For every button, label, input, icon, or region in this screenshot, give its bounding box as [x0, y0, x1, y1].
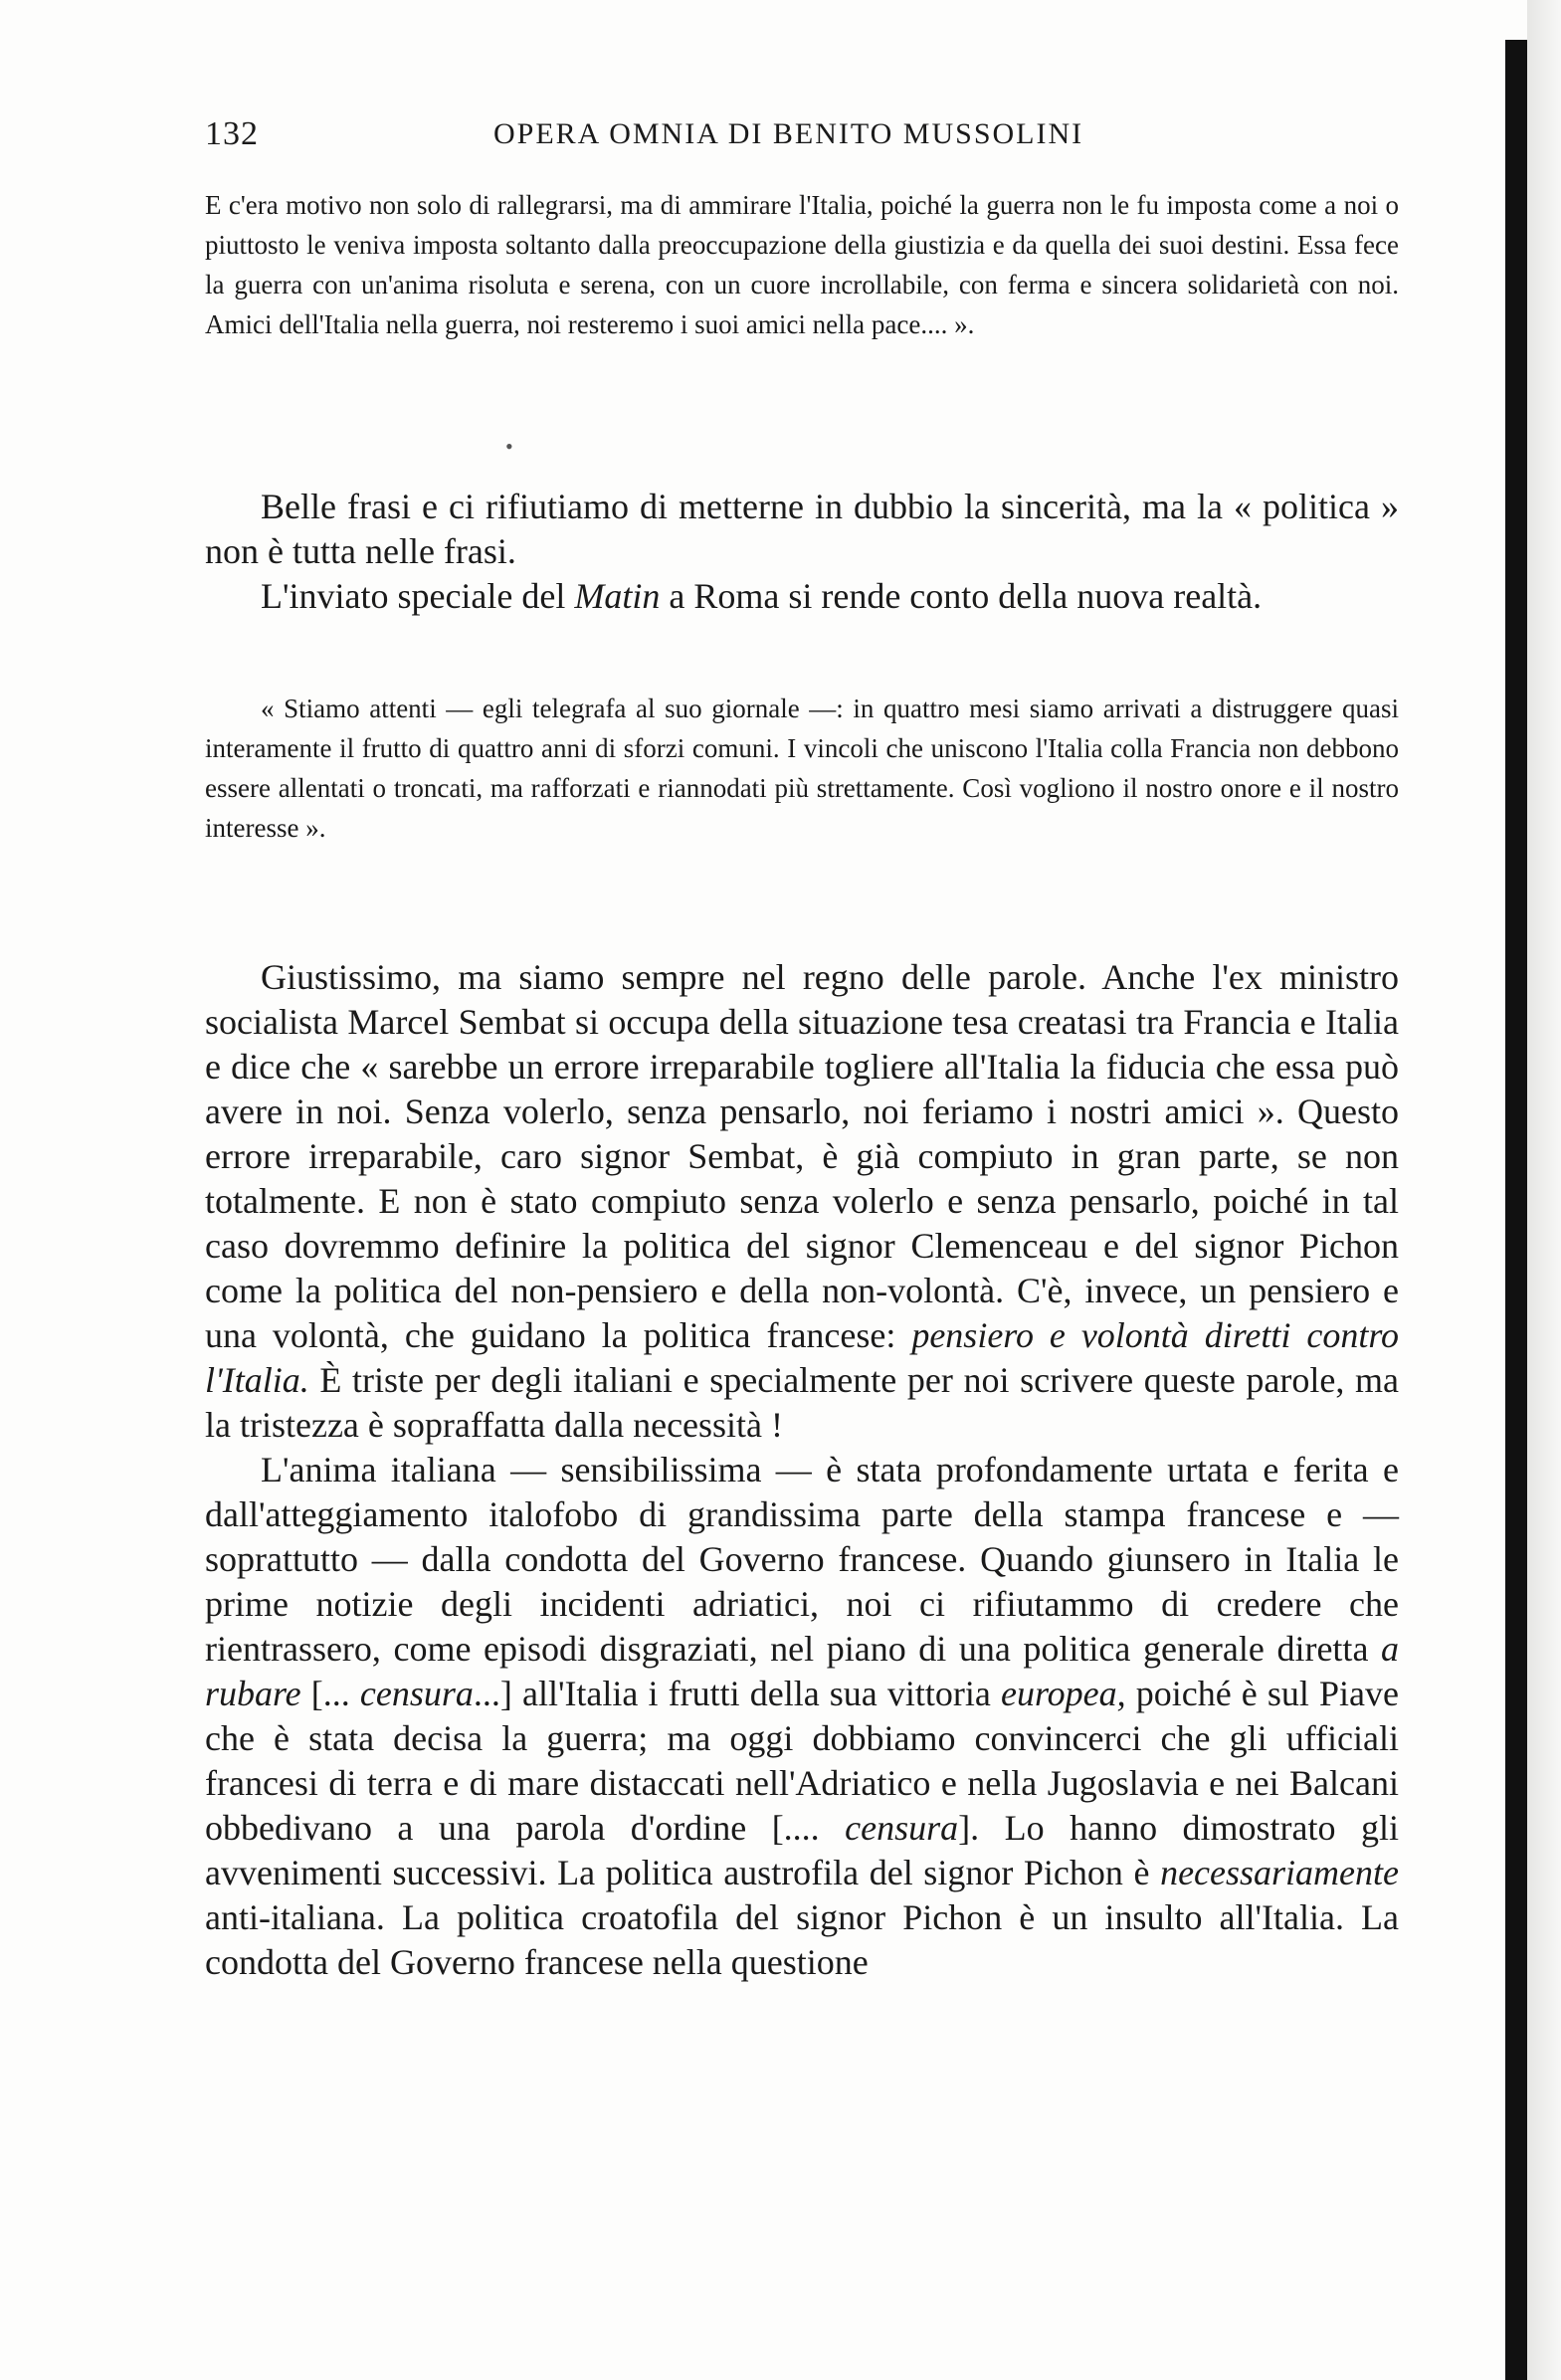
- body-2-p1-text-b: È triste per degli italiani e specialmente per noi scrivere queste parole, ma la tristezza è sopraffatta dalla necessità !: [205, 1360, 1399, 1445]
- page-number: 132: [205, 115, 259, 152]
- body-section-1: [205, 485, 1399, 619]
- body-2-p2-italic-3: europea,: [1000, 1674, 1126, 1713]
- block-quote-1: [205, 185, 1399, 344]
- body-2-p1-text-a: Giustissimo, ma siamo sempre nel regno delle parole. Anche l'ex ministro socialista Marcel Sembat si occupa della situazione tesa creatasi tra Francia e Italia e dice che « sarebbe un errore irreparabile togliere all'Italia la fiducia che essa può avere in noi. Senza volerlo, senza pensarlo, noi feriamo i nostri amici ». Questo errore irreparabile, caro signor Sembat, è già compiuto in gran parte, se non totalmente. E non è stato compiuto senza volerlo e senza pensarlo, poiché in tal caso dovremmo definire la politica del signor Clemenceau e del signor Pichon come la politica del non-pensiero e della non-volontà. C'è, invece, un pensiero e una volontà, che guidano la politica francese:: [205, 957, 1399, 1355]
- page-header: [205, 115, 1399, 165]
- page-edge-shadow: [1527, 0, 1561, 2380]
- body-2-p1-italic: pensiero e volontà diretti contro l'Italia.: [205, 1315, 1400, 1400]
- scan-speck: •: [505, 434, 513, 459]
- block-quote-2: [205, 689, 1399, 848]
- body-2-p2-text-e: ]. Lo hanno dimostrato gli avvenimenti successivi. La politica austrofila del signor Pichon è: [205, 1808, 1400, 1892]
- body-2-p2-text-c: ...] all'Italia i frutti della sua vittoria: [473, 1674, 1001, 1713]
- body-2-p2-text-b: [...: [300, 1674, 360, 1713]
- body-2-paragraph-1: [205, 955, 1399, 1448]
- quote-2-text: « Stiamo attenti — egli telegrafa al suo giornale —: in quattro mesi siamo arrivati a distruggere quasi interamente il frutto di quattro anni di sforzi comuni. I vincoli che uniscono l'Italia colla Francia non debbono essere allentati o troncati, ma rafforzati e riannodati più strettamente. Così vogliono il nostro onore e il nostro interesse ».: [205, 694, 1399, 843]
- newspaper-title-matin: Matin: [574, 576, 661, 616]
- body-2-p2-italic-2: censura: [359, 1674, 474, 1713]
- body-2-p2-italic-1: a rubare: [205, 1629, 1399, 1713]
- body-1-paragraph-1: Belle frasi e ci rifiutiamo di metterne in dubbio la sincerità, ma la « politica » non è tutta nelle frasi.: [205, 487, 1399, 571]
- body-2-p2-italic-5: necessariamente: [1160, 1853, 1399, 1892]
- body-2-paragraph-2: [205, 1448, 1399, 1985]
- body-2-p2-text-f: anti-italiana. La politica croatofila del signor Pichon è un insulto all'Italia. La condotta del Governo francese nella questione: [205, 1897, 1399, 1982]
- running-title: OPERA OMNIA DI BENITO MUSSOLINI: [493, 117, 1084, 150]
- body-1-p2-text-a: L'inviato speciale del: [261, 576, 575, 616]
- body-2-p2-text-d: poiché è sul Piave che è stata decisa la guerra; ma oggi dobbiamo convincerci che gli ufficiali francesi di terra e di mare distaccati nell'Adriatico e nella Jugoslavia e nei Balcani obbedivano a una parola d'ordine [....: [205, 1674, 1399, 1848]
- body-2-p2-italic-4: censura: [845, 1808, 959, 1848]
- body-section-2: [205, 955, 1399, 1985]
- body-1-p2-text-b: a Roma si rende conto della nuova realtà.: [660, 576, 1263, 616]
- quote-1-text: E c'era motivo non solo di rallegrarsi, ma di ammirare l'Italia, poiché la guerra non le fu imposta come a noi o piuttosto le veniva imposta soltanto dalla preoccupazione della giustizia e da quella dei suoi destini. Essa fece la guerra con un'anima risoluta e serena, con un cuore incrollabile, con ferma e sincera solidarietà con noi. Amici dell'Italia nella guerra, noi resteremo i suoi amici nella pace.... ».: [205, 190, 1399, 339]
- binding-edge-bar: [1505, 40, 1527, 2380]
- body-1-paragraph-2: [205, 574, 1399, 619]
- body-2-p2-text-a: L'anima italiana — sensibilissima — è stata profondamente urtata e ferita e dall'atteggiamento italofobo di grandissima parte della stampa francese e — soprattutto — dalla condotta del Governo francese. Quando giunsero in Italia le prime notizie degli incidenti adriatici, noi ci rifiutammo di credere che rientrassero, come episodi disgraziati, nel piano di una politica generale diretta: [205, 1450, 1399, 1669]
